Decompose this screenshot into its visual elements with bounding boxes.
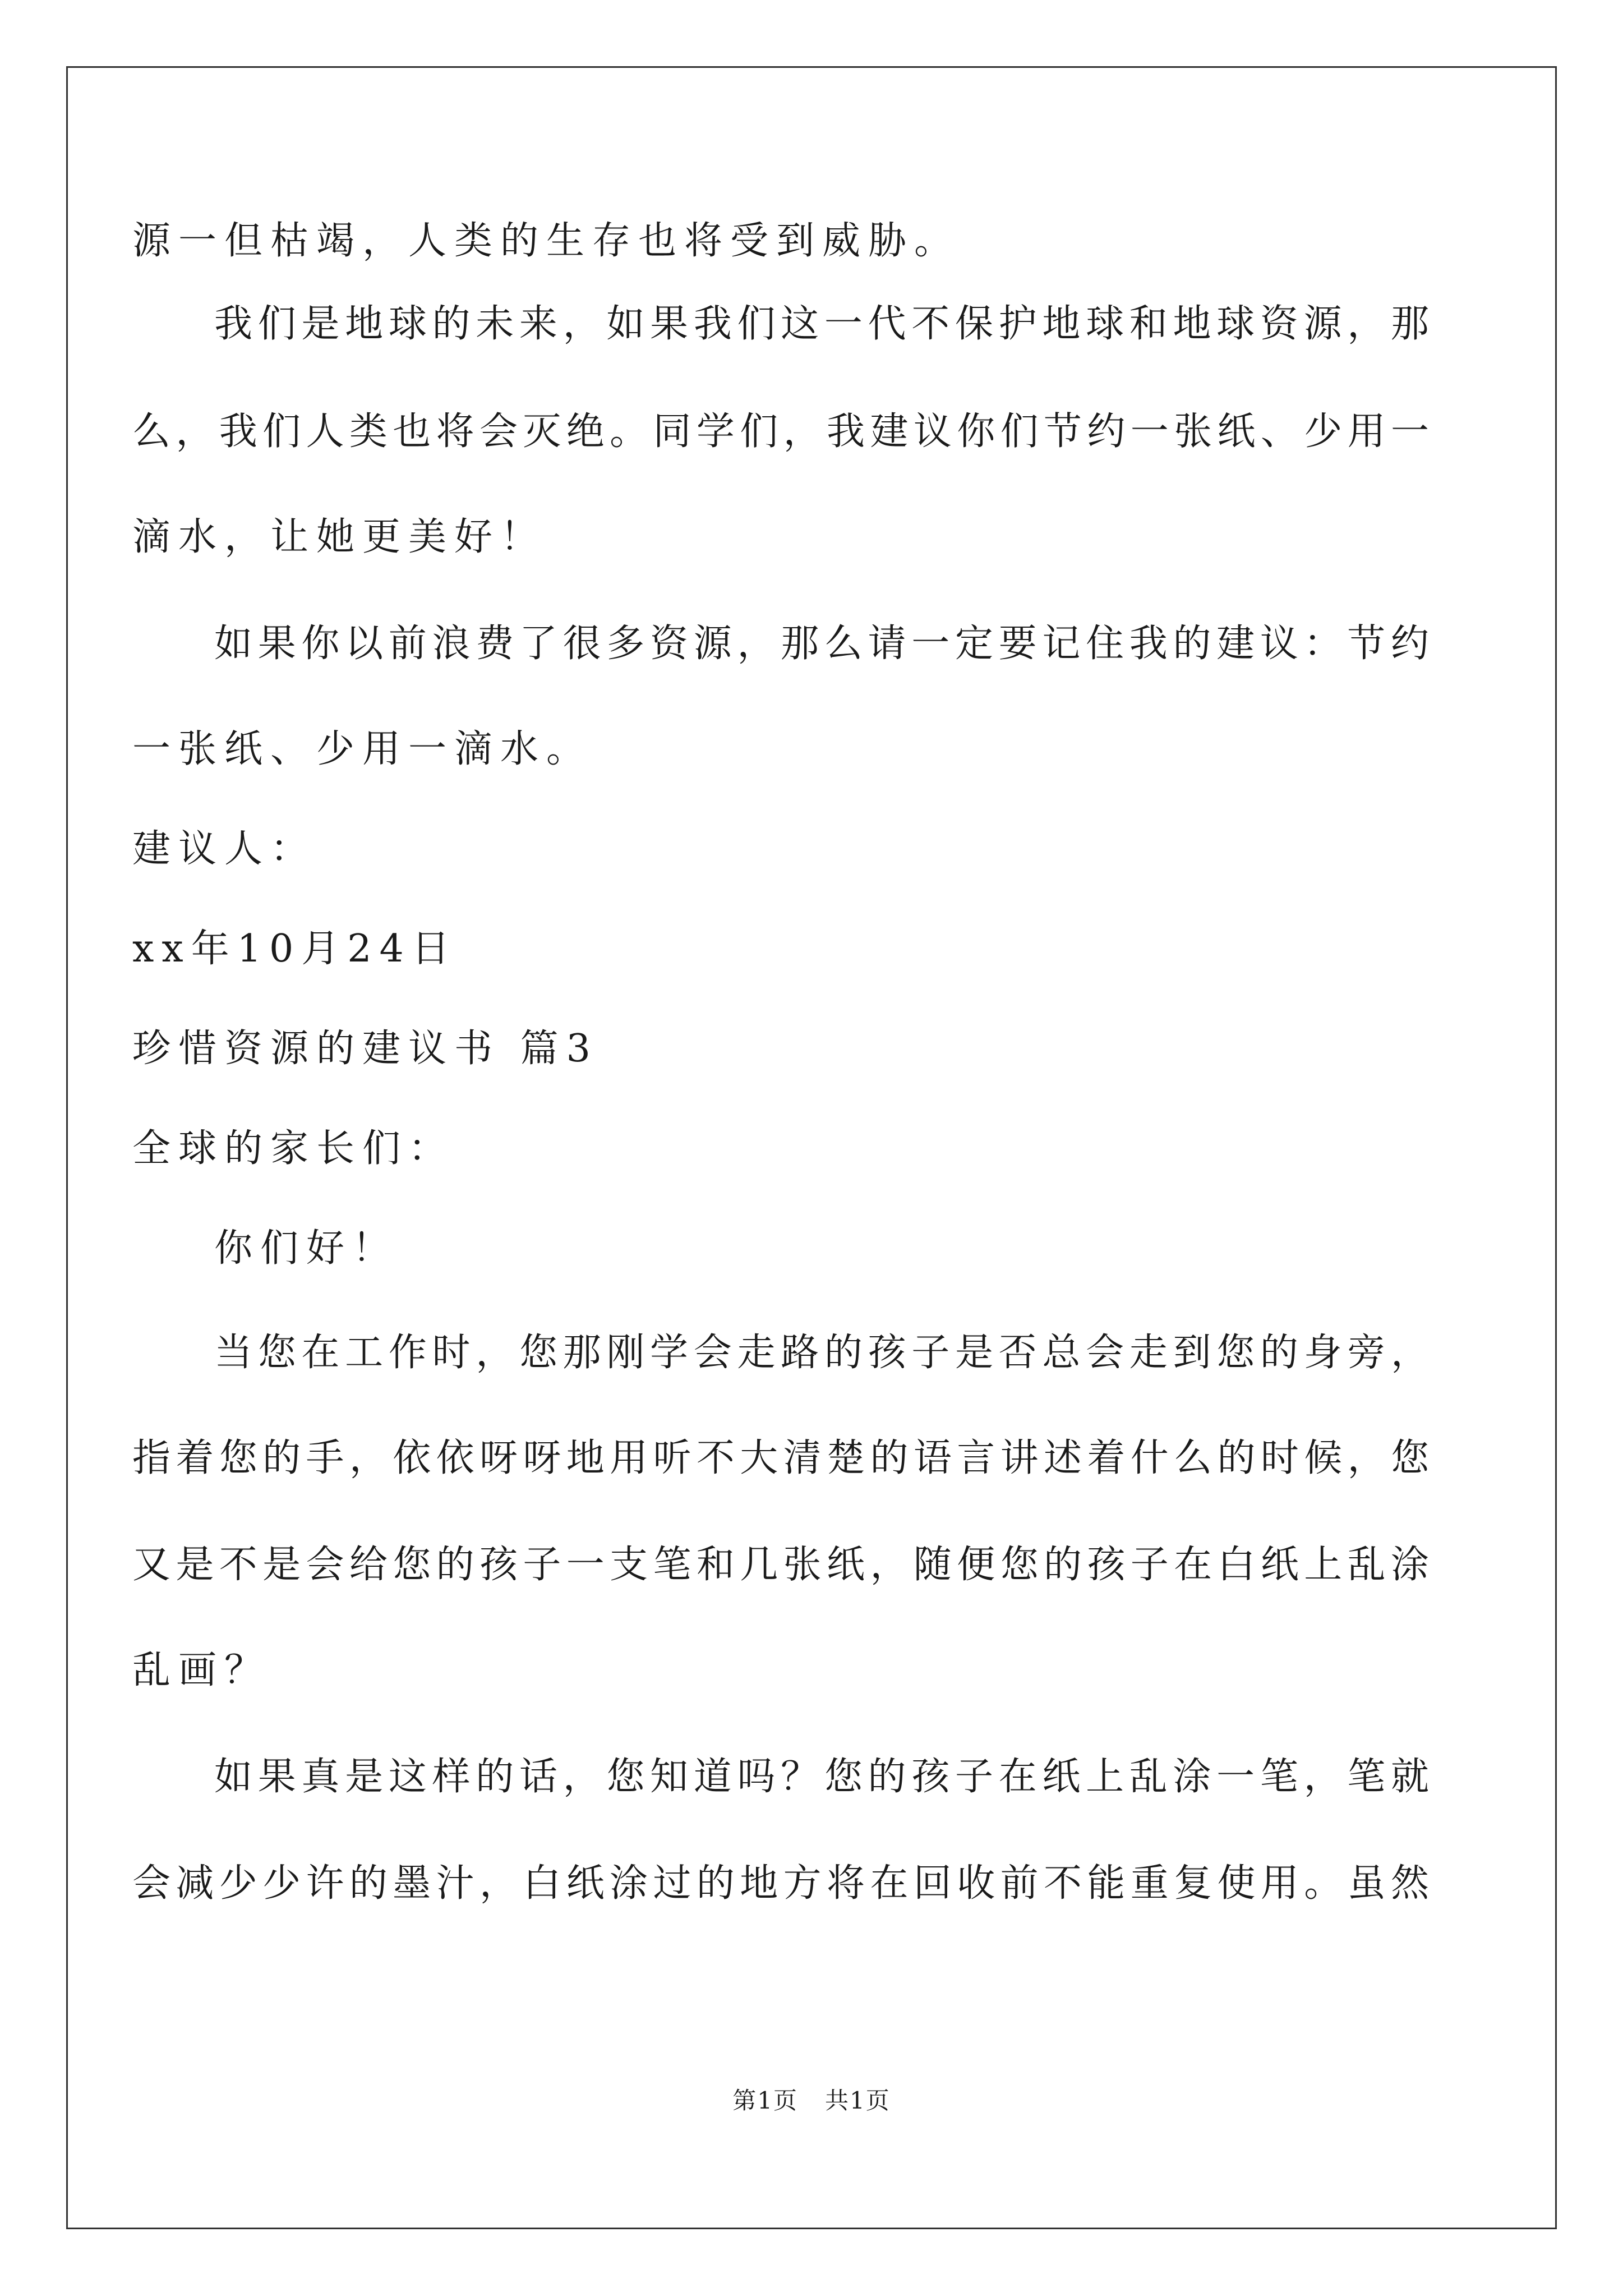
paragraph-line: 又是不是会给您的孩子一支笔和几张纸，随便您的孩子在白纸上乱涂 <box>132 1543 1429 1587</box>
page-total: 共1页 <box>825 2087 891 2114</box>
paragraph-line: 乱画？ <box>132 1648 271 1692</box>
paragraph-line: 当您在工作时，您那刚学会走路的孩子是否总会走到您的身旁， <box>214 1331 1429 1375</box>
paragraph-line: 一张纸、少用一滴水。 <box>132 727 593 771</box>
paragraph-line: 我们是地球的未来，如果我们这一代不保护地球和地球资源，那 <box>214 302 1429 346</box>
signature-label: 建议人： <box>132 827 317 871</box>
paragraph-line: 会减少少许的墨汁，白纸涂过的地方将在回收前不能重复使用。虽然 <box>132 1861 1429 1906</box>
date-line: xx年10月24日 <box>132 927 458 971</box>
greeting: 你们好！ <box>214 1226 399 1271</box>
salutation: 全球的家长们： <box>132 1126 455 1171</box>
page-footer <box>0 2087 1623 2115</box>
paragraph-line: 么，我们人类也将会灭绝。同学们，我建议你们节约一张纸、少用一 <box>132 409 1429 454</box>
section-title: 珍惜资源的建议书 篇3 <box>132 1027 598 1071</box>
paragraph-line: 如果真是这样的话，您知道吗？您的孩子在纸上乱涂一笔，笔就 <box>214 1755 1429 1799</box>
paragraph-line: 如果你以前浪费了很多资源，那么请一定要记住我的建议：节约 <box>214 622 1429 666</box>
paragraph-line: 滴水，让她更美好！ <box>132 515 547 559</box>
paragraph-line: 指着您的手，依依呀呀地用听不大清楚的语言讲述着什么的时候，您 <box>132 1436 1429 1480</box>
paragraph-line: 源一但枯竭，人类的生存也将受到威胁。 <box>132 219 961 263</box>
page-number: 第1页 <box>732 2087 798 2114</box>
